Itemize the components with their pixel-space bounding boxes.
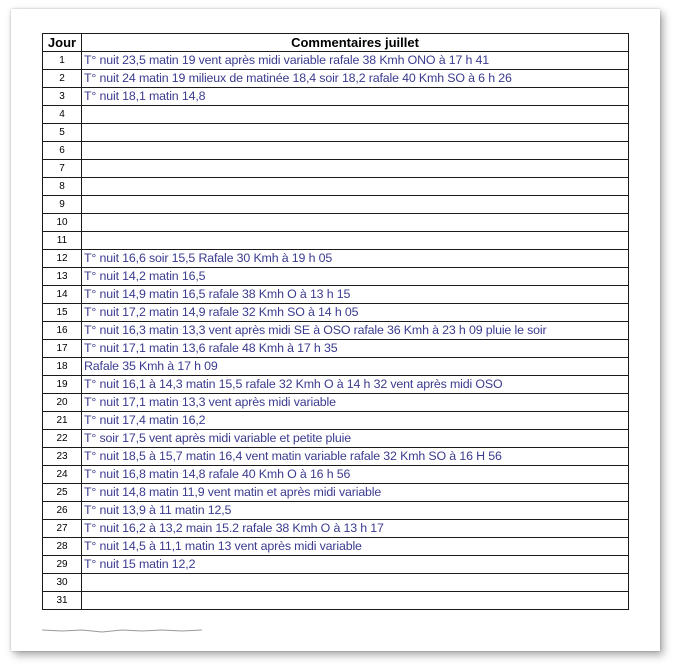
table-row [43, 250, 629, 268]
day-number-cell: 15 [43, 304, 82, 322]
table-row [43, 88, 629, 106]
table-row [43, 286, 629, 304]
day-number-cell: 16 [43, 322, 82, 340]
comment-cell: T° nuit 18,1 matin 14,8 [82, 88, 629, 106]
table-row [43, 358, 629, 376]
table-row [43, 466, 629, 484]
comment-cell [82, 106, 629, 124]
day-number-cell: 1 [43, 52, 82, 70]
comment-cell [82, 232, 629, 250]
table-row [43, 412, 629, 430]
table-row [43, 106, 629, 124]
torn-edge-decoration [42, 628, 202, 634]
day-number-cell: 7 [43, 160, 82, 178]
comment-cell [82, 592, 629, 610]
day-number-cell: 5 [43, 124, 82, 142]
day-number-cell: 14 [43, 286, 82, 304]
day-number-cell: 2 [43, 70, 82, 88]
table-row [43, 556, 629, 574]
table-row [43, 160, 629, 178]
day-number-cell: 17 [43, 340, 82, 358]
comment-cell: T° soir 17,5 vent après midi variable et petite pluie [82, 430, 629, 448]
day-number-cell: 29 [43, 556, 82, 574]
day-column-header: Jour [43, 34, 82, 52]
table-row [43, 394, 629, 412]
table-row [43, 376, 629, 394]
comment-cell: T° nuit 16,1 à 14,3 matin 15,5 rafale 32 Kmh O à 14 h 32 vent après midi OSO [82, 376, 629, 394]
comment-cell [82, 142, 629, 160]
table-row [43, 142, 629, 160]
comment-cell: T° nuit 23,5 matin 19 vent après midi variable rafale 38 Kmh ONO à 17 h 41 [82, 52, 629, 70]
day-number-cell: 25 [43, 484, 82, 502]
day-number-cell: 27 [43, 520, 82, 538]
table-body [43, 52, 629, 610]
comment-cell: T° nuit 14,2 matin 16,5 [82, 268, 629, 286]
table-row [43, 214, 629, 232]
day-number-cell: 3 [43, 88, 82, 106]
table-row [43, 448, 629, 466]
comment-cell: T° nuit 14,5 à 11,1 matin 13 vent après midi variable [82, 538, 629, 556]
table-row [43, 232, 629, 250]
day-number-cell: 31 [43, 592, 82, 610]
table-row [43, 196, 629, 214]
header-row [43, 34, 629, 52]
table-row [43, 70, 629, 88]
day-number-cell: 24 [43, 466, 82, 484]
comment-cell [82, 124, 629, 142]
table-row [43, 574, 629, 592]
table-row [43, 124, 629, 142]
day-number-cell: 13 [43, 268, 82, 286]
table-row [43, 340, 629, 358]
table-row [43, 484, 629, 502]
day-number-cell: 12 [43, 250, 82, 268]
comment-cell: T° nuit 14,9 matin 16,5 rafale 38 Kmh O à 13 h 15 [82, 286, 629, 304]
table-row [43, 52, 629, 70]
comment-cell [82, 178, 629, 196]
comment-cell [82, 160, 629, 178]
comment-cell: T° nuit 17,4 matin 16,2 [82, 412, 629, 430]
day-number-cell: 8 [43, 178, 82, 196]
weather-comments-table [42, 33, 629, 610]
comments-column-header: Commentaires juillet [82, 34, 629, 52]
table-row [43, 268, 629, 286]
day-number-cell: 21 [43, 412, 82, 430]
day-number-cell: 30 [43, 574, 82, 592]
day-number-cell: 6 [43, 142, 82, 160]
day-number-cell: 26 [43, 502, 82, 520]
day-number-cell: 18 [43, 358, 82, 376]
table-row [43, 304, 629, 322]
table-row [43, 178, 629, 196]
day-number-cell: 20 [43, 394, 82, 412]
comment-cell: T° nuit 18,5 à 15,7 matin 16,4 vent matin variable rafale 32 Kmh SO à 16 H 56 [82, 448, 629, 466]
day-number-cell: 28 [43, 538, 82, 556]
comment-cell [82, 196, 629, 214]
day-number-cell: 22 [43, 430, 82, 448]
day-number-cell: 19 [43, 376, 82, 394]
comment-cell: T° nuit 16,6 soir 15,5 Rafale 30 Kmh à 19 h 05 [82, 250, 629, 268]
comment-cell: T° nuit 16,8 matin 14,8 rafale 40 Kmh O à 16 h 56 [82, 466, 629, 484]
day-number-cell: 4 [43, 106, 82, 124]
comment-cell: T° nuit 14,8 matin 11,9 vent matin et après midi variable [82, 484, 629, 502]
comment-cell: T° nuit 17,1 matin 13,6 rafale 48 Kmh à 17 h 35 [82, 340, 629, 358]
comment-cell [82, 574, 629, 592]
table-row [43, 520, 629, 538]
day-number-cell: 10 [43, 214, 82, 232]
comment-cell [82, 214, 629, 232]
comment-cell: Rafale 35 Kmh à 17 h 09 [82, 358, 629, 376]
comment-cell: T° nuit 17,2 matin 14,9 rafale 32 Kmh SO à 14 h 05 [82, 304, 629, 322]
table-row [43, 322, 629, 340]
table-row [43, 592, 629, 610]
comment-cell: T° nuit 16,3 matin 13,3 vent après midi SE à OSO rafale 36 Kmh à 23 h 09 pluie le soir [82, 322, 629, 340]
day-number-cell: 9 [43, 196, 82, 214]
comment-cell: T° nuit 15 matin 12,2 [82, 556, 629, 574]
comment-cell: T° nuit 24 matin 19 milieux de matinée 18,4 soir 18,2 rafale 40 Kmh SO à 6 h 26 [82, 70, 629, 88]
table-row [43, 430, 629, 448]
table-row [43, 538, 629, 556]
comment-cell: T° nuit 17,1 matin 13,3 vent après midi variable [82, 394, 629, 412]
page [11, 9, 660, 651]
comment-cell: T° nuit 16,2 à 13,2 main 15.2 rafale 38 Kmh O à 13 h 17 [82, 520, 629, 538]
table-row [43, 502, 629, 520]
day-number-cell: 11 [43, 232, 82, 250]
day-number-cell: 23 [43, 448, 82, 466]
comment-cell: T° nuit 13,9 à 11 matin 12,5 [82, 502, 629, 520]
